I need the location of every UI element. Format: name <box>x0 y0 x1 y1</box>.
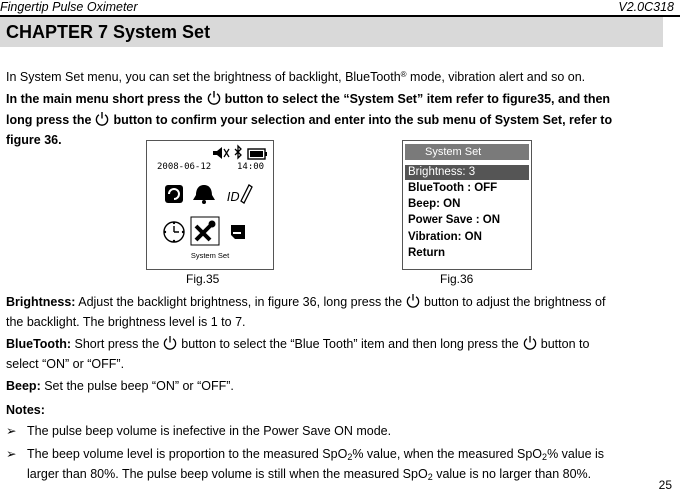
notes-label: Notes: <box>6 403 45 417</box>
figure-36-system-set <box>402 140 532 270</box>
brightness-paragraph <box>6 293 660 331</box>
submenu-item-beep: Beep: ON <box>408 198 461 210</box>
power-icon <box>162 335 178 356</box>
bluetooth-paragraph <box>6 335 660 373</box>
bluetooth-text-1: Short press the <box>71 337 160 351</box>
subscript-2: 2 <box>347 452 353 462</box>
device-date: 2008-06-12 <box>157 162 212 172</box>
device-time: 14:00 <box>237 162 265 172</box>
bullet-arrow: ➢ <box>6 447 17 461</box>
bluetooth-text-3: button to <box>540 337 590 351</box>
svg-text:ID: ID <box>227 190 240 204</box>
note-1: The pulse beep volume is inefective in the Power Save ON mode. <box>27 424 392 438</box>
power-icon <box>522 335 538 356</box>
bluetooth-label: BlueTooth: <box>6 337 72 351</box>
figure-35-caption: Fig.35 <box>186 272 220 286</box>
power-icon <box>206 90 222 111</box>
clock-icon <box>164 222 184 242</box>
brightness-text-3: the backlight. The brightness level is 1 to 7. <box>6 315 246 329</box>
subscript-2: 2 <box>427 472 433 482</box>
instruction-text-1: In the main menu short press the <box>6 92 203 106</box>
power-icon <box>94 111 110 132</box>
instruction-text-3: long press the <box>6 113 92 127</box>
brightness-text-1: Adjust the backlight brightness, in figure 36, long press the <box>75 295 403 309</box>
beep-label: Beep: <box>6 379 41 393</box>
note-2-text-a: The beep volume level is proportion to the measured SpO <box>27 447 348 461</box>
header-version: V2.0C318 <box>618 0 674 14</box>
beep-text: Set the pulse beep “ON” or “OFF”. <box>40 379 234 393</box>
intro-text-end: mode, vibration alert and so on. <box>406 70 586 84</box>
submenu-item-bluetooth: BlueTooth : OFF <box>408 182 498 194</box>
submenu-title: System Set <box>405 144 529 160</box>
submenu-item-vibration: Vibration: ON <box>408 231 482 243</box>
return-icon <box>231 225 245 239</box>
bullet-arrow: ➢ <box>6 424 17 438</box>
figure-35-main-menu <box>146 140 274 270</box>
submenu-item-brightness: Brightness: 3 <box>408 166 476 178</box>
bluetooth-text-2: button to select the “Blue Tooth” item and then long press the <box>181 337 519 351</box>
intro-text-start: In System Set menu, you can set the brightness of backlight, BlueTooth <box>6 70 401 84</box>
power-icon <box>405 293 421 314</box>
submenu-item-power-save: Power Save : ON <box>408 214 501 226</box>
figure-36-caption: Fig.36 <box>440 272 474 286</box>
instruction-paragraph <box>6 90 660 149</box>
beep-paragraph <box>6 378 660 395</box>
instruction-text-4: button to confirm your selection and enter into the sub menu of System Set, refer to <box>113 113 613 127</box>
mute-icon <box>213 147 229 159</box>
chapter-title: CHAPTER 7 System Set <box>6 22 211 42</box>
bluetooth-icon <box>235 146 241 158</box>
note-2 <box>27 446 654 486</box>
header-title: Fingertip Pulse Oximeter <box>0 0 138 14</box>
page-number: 25 <box>658 478 672 492</box>
subscript-2: 2 <box>542 452 548 462</box>
note-2-text-e: value is no larger than 80%. <box>432 467 592 481</box>
pen-icon <box>227 185 252 204</box>
instruction-text-2: button to select the “System Set” item refer to figure35, and then <box>224 92 611 106</box>
note-2-text-b: % value, when the measured SpO <box>352 447 543 461</box>
alarm-bell-icon <box>193 185 215 204</box>
note-2-text-d: larger than 80%. The pulse beep volume is still when the measured SpO <box>27 467 428 481</box>
battery-icon <box>248 149 267 159</box>
submenu-item-return: Return <box>408 247 446 259</box>
brightness-label: Brightness: <box>6 295 76 309</box>
brightness-text-2: button to adjust the brightness of <box>424 295 606 309</box>
note-2-text-c: % value is <box>547 447 605 461</box>
registered-mark: ® <box>400 70 407 79</box>
menu-selection-label: System Set <box>190 251 230 260</box>
history-icon <box>165 185 183 203</box>
intro-paragraph <box>6 66 660 86</box>
instruction-text-5: figure 36. <box>6 133 62 147</box>
bluetooth-text-4: select “ON” or “OFF”. <box>6 357 125 371</box>
